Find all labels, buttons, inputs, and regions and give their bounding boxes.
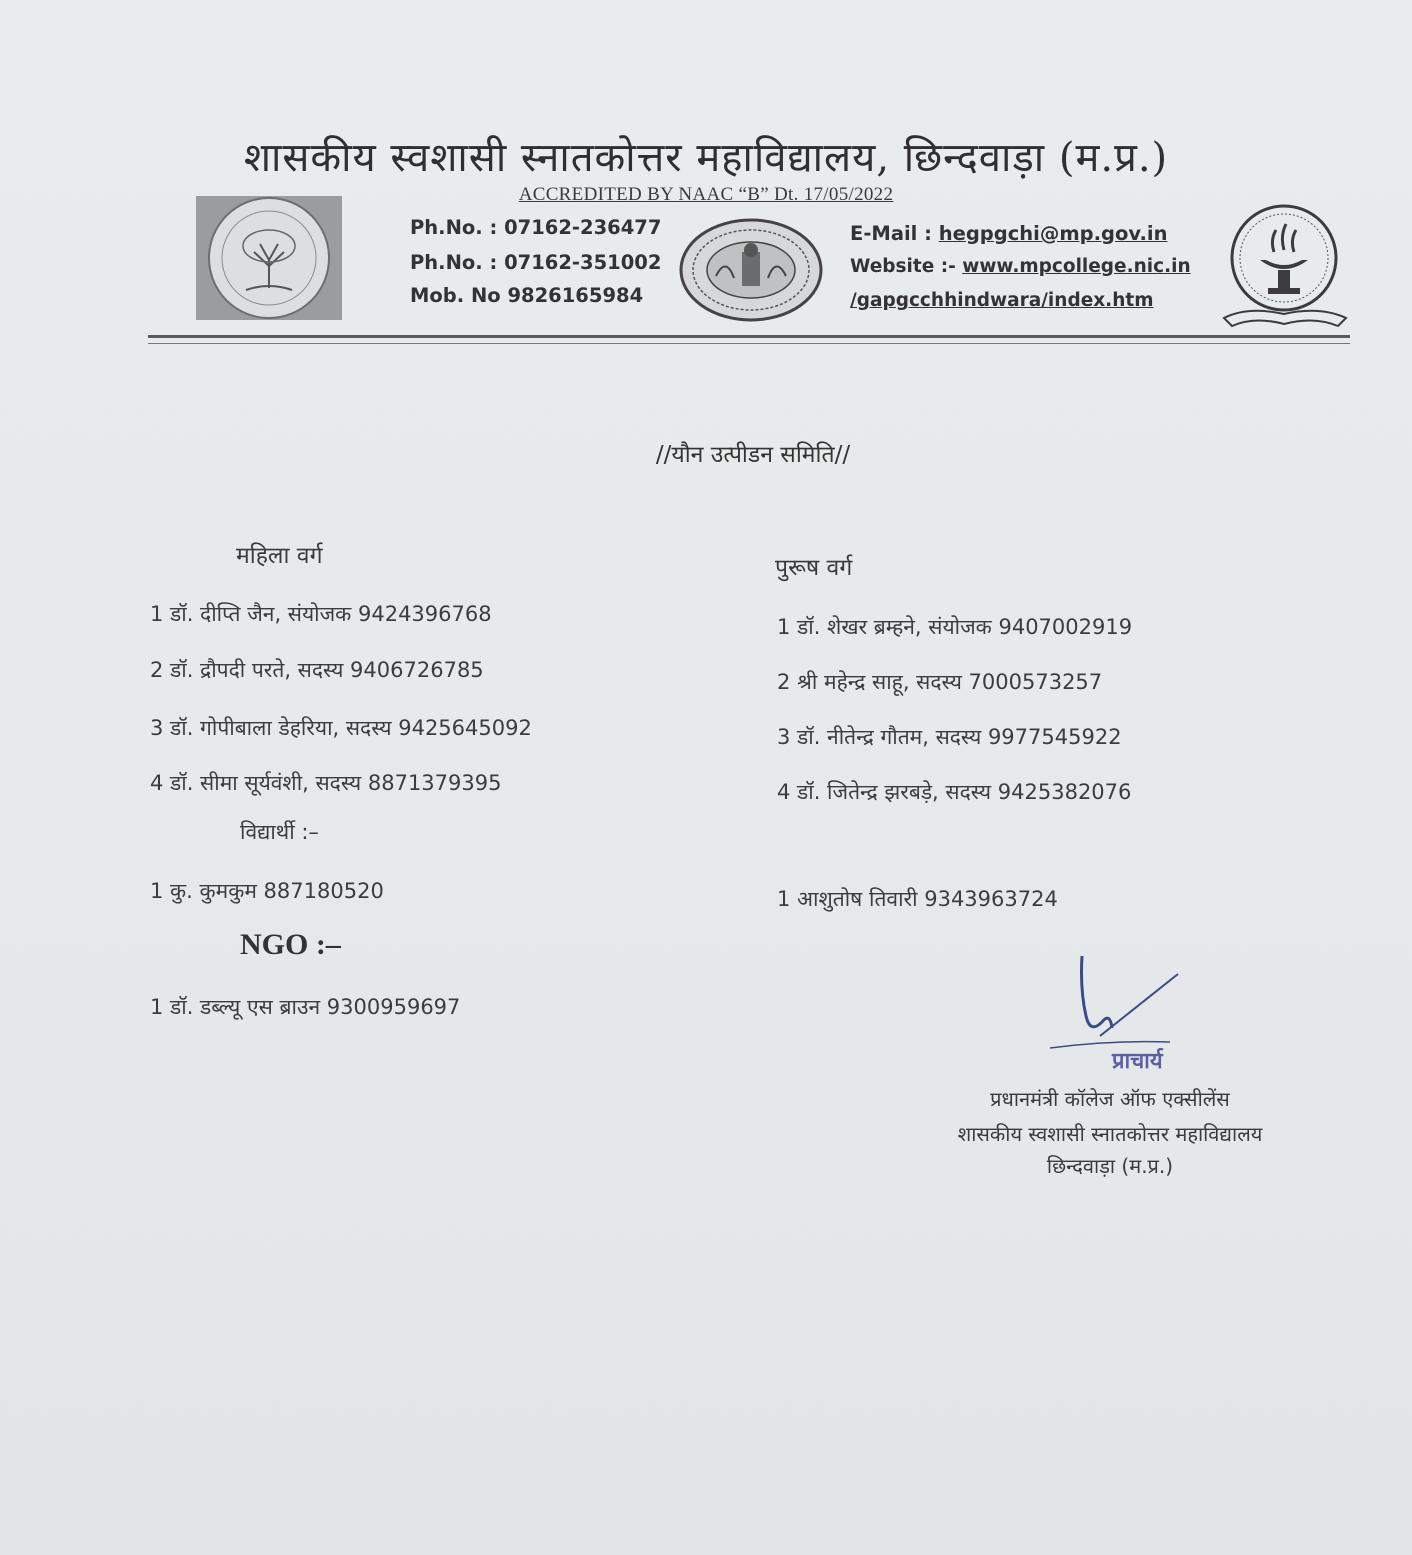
- website-row: [850, 256, 1191, 277]
- email-row: [850, 222, 1167, 245]
- principal-signature: [1040, 950, 1240, 1060]
- women-member-3: 3 डॉ. गोपीबाला डेहरिया, सदस्य 9425645092: [150, 716, 532, 740]
- men-heading: पुरूष वर्ग: [775, 555, 853, 581]
- women-member-4: 4 डॉ. सीमा सूर्यवंशी, सदस्य 8871379395: [150, 771, 502, 795]
- men-member-3: 3 डॉ. नीतेन्द्र गौतम, सदस्य 9977545922: [777, 725, 1122, 749]
- women-student: 1 कु. कुमकुम 887180520: [150, 879, 384, 903]
- email-label: E-Mail :: [850, 222, 939, 245]
- principal-stamp: प्राचार्य: [1112, 1049, 1163, 1074]
- ngo-member: 1 डॉ. डब्ल्यू एस ब्राउन 9300959697: [150, 995, 461, 1019]
- men-member-2: 2 श्री महेन्द्र साहू, सदस्य 7000573257: [777, 670, 1103, 694]
- lamp-emblem-logo: [1218, 200, 1352, 332]
- men-member-1: 1 डॉ. शेखर ब्रम्हने, संयोजक 9407002919: [777, 615, 1133, 639]
- office-line-1: प्रधानमंत्री कॉलेज ऑफ एक्सीलेंस: [990, 1087, 1230, 1111]
- header-divider-thin: [148, 343, 1350, 344]
- phone-number-2: Ph.No. : 07162-351002: [410, 251, 662, 274]
- women-member-1: 1 डॉ. दीप्ति जैन, संयोजक 9424396768: [150, 602, 492, 626]
- email-link[interactable]: hegpgchi@mp.gov.in: [938, 222, 1168, 245]
- accreditation-line: ACCREDITED BY NAAC “B” Dt. 17/05/2022: [518, 184, 894, 205]
- state-emblem-seal: [676, 216, 826, 324]
- phone-number-1: Ph.No. : 07162-236477: [410, 216, 662, 239]
- ngo-heading: NGO :–: [240, 928, 341, 961]
- student-heading: विद्यार्थी :–: [240, 820, 319, 844]
- women-member-2: 2 डॉ. द्रौपदी परते, सदस्य 9406726785: [150, 658, 484, 682]
- website-label: Website :-: [850, 256, 963, 277]
- men-member-4: 4 डॉ. जितेन्द्र झरबड़े, सदस्य 9425382076: [777, 780, 1132, 804]
- college-tree-logo: [196, 196, 342, 320]
- committee-title: //यौन उत्पीडन समिति//: [655, 442, 851, 468]
- header-divider-thick: [148, 335, 1350, 338]
- men-student: 1 आशुतोष तिवारी 9343963724: [777, 887, 1058, 911]
- website-link[interactable]: www.mpcollege.nic.in: [962, 256, 1191, 277]
- office-line-3: छिन्दवाड़ा (म.प्र.): [1046, 1154, 1174, 1178]
- women-heading: महिला वर्ग: [236, 543, 323, 569]
- office-line-2: शासकीय स्वशासी स्नातकोत्तर महाविद्यालय: [957, 1122, 1263, 1146]
- college-name: शासकीय स्वशासी स्नातकोत्तर महाविद्यालय, छिन्दवाड़ा (म.प्र.): [243, 135, 1169, 181]
- website-path[interactable]: /gapgcchhindwara/index.htm: [850, 290, 1154, 311]
- mobile-number: Mob. No 9826165984: [410, 284, 644, 307]
